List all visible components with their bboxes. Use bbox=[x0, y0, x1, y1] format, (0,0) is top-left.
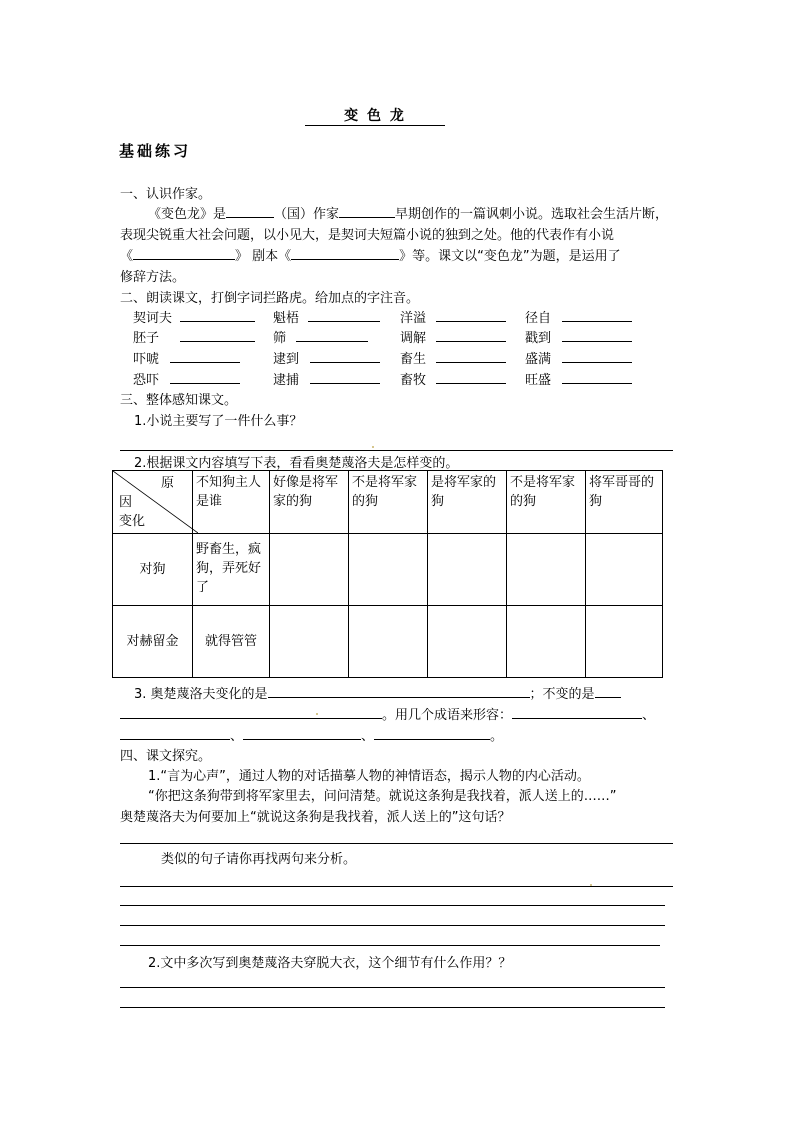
blank-unchanged[interactable] bbox=[595, 685, 621, 698]
blank-novel[interactable] bbox=[133, 247, 235, 260]
word-吓唬: 吓唬 bbox=[133, 352, 160, 367]
part1-line3 bbox=[120, 245, 621, 264]
part3-heading: 三、整体感知课文。 bbox=[120, 393, 238, 408]
table-cell-empty[interactable] bbox=[270, 534, 349, 606]
part2-heading: 二、朗读课文，打倒字词拦路虎。给加点的字注音。 bbox=[120, 291, 420, 306]
word-盛满: 盛满 bbox=[525, 352, 552, 367]
table-header: 不知狗主人是谁 bbox=[193, 471, 270, 534]
word-逮到: 逮到 bbox=[273, 352, 300, 367]
word-筛: 筛 bbox=[273, 331, 287, 346]
part4-quote: “你把这条狗带到将军家里去，问问清楚。就说这条狗是我找着，派人送上的……” bbox=[148, 789, 617, 804]
part1-heading: 一、认识作家。 bbox=[120, 187, 212, 202]
answer-line[interactable] bbox=[120, 843, 673, 844]
change-table bbox=[112, 470, 663, 678]
part1-text-f: 》等。课文以“变色龙”为题，是运用了 bbox=[399, 249, 621, 264]
part4-question-2: 2.文中多次写到奥楚蔑洛夫穿脱大衣，这个细节有什么作用？？ bbox=[148, 956, 512, 971]
word-径自: 径自 bbox=[525, 311, 552, 326]
blank-idiom[interactable] bbox=[120, 727, 230, 740]
part4-similar: 类似的句子请你再找两句来分析。 bbox=[161, 852, 357, 867]
table-cell: 就得管管 bbox=[193, 606, 270, 678]
word-魁梧: 魁梧 bbox=[273, 311, 300, 326]
blank-changed[interactable] bbox=[268, 685, 530, 698]
table-header: 将军哥哥的狗 bbox=[586, 471, 663, 534]
blank-word[interactable] bbox=[436, 383, 506, 384]
stray-mark bbox=[372, 446, 374, 448]
table-cell-empty[interactable] bbox=[586, 606, 663, 678]
part4-question-1: 1.“言为心声”，通过人物的对话描摹人物的神情语态，揭示人物的内心活动。 bbox=[148, 769, 590, 784]
corner-label-bottom: 变化 bbox=[119, 514, 146, 529]
word-恐吓: 恐吓 bbox=[133, 373, 160, 388]
q3-text-b: ；不变的是 bbox=[529, 687, 595, 702]
word-畜牧: 畜牧 bbox=[400, 373, 427, 388]
answer-line[interactable] bbox=[120, 987, 665, 988]
blank-play[interactable] bbox=[291, 247, 399, 260]
q3-sep: 、 bbox=[230, 729, 244, 744]
page-title: 变 色 龙 bbox=[305, 108, 445, 126]
part4-ask: 奥楚蔑洛夫为何要加上“就说这条狗是我找着，派人送上的”这句话？ bbox=[120, 810, 511, 825]
table-header: 不是将军家的狗 bbox=[349, 471, 428, 534]
blank-word[interactable] bbox=[562, 321, 632, 322]
table-header: 不是将军家的狗 bbox=[507, 471, 586, 534]
word-洋溢: 洋溢 bbox=[400, 311, 427, 326]
part3-question-3-cont2 bbox=[120, 725, 503, 744]
q3-sep: 、 bbox=[361, 729, 375, 744]
blank-author[interactable] bbox=[339, 205, 395, 218]
q3-end: 。 bbox=[490, 729, 504, 744]
word-戳到: 戳到 bbox=[525, 331, 552, 346]
blank-word[interactable] bbox=[562, 341, 632, 342]
answer-line[interactable] bbox=[120, 1007, 665, 1008]
blank-idiom[interactable] bbox=[512, 706, 642, 719]
table-cell-empty[interactable] bbox=[507, 606, 586, 678]
blank-word[interactable] bbox=[180, 341, 255, 342]
part3-question-3-cont bbox=[120, 704, 655, 723]
word-畜生: 畜生 bbox=[400, 352, 427, 367]
stray-mark bbox=[316, 713, 318, 715]
table-corner-cell bbox=[113, 471, 193, 534]
blank-idiom[interactable] bbox=[243, 727, 361, 740]
blank-word[interactable] bbox=[296, 341, 368, 342]
blank-word[interactable] bbox=[562, 362, 632, 363]
blank-word[interactable] bbox=[436, 362, 506, 363]
word-契诃夫: 契诃夫 bbox=[133, 311, 173, 326]
blank-word[interactable] bbox=[436, 341, 506, 342]
stray-mark bbox=[590, 884, 592, 886]
blank-unchanged-cont[interactable] bbox=[120, 706, 382, 719]
blank-word[interactable] bbox=[170, 383, 240, 384]
q3-sep: 、 bbox=[642, 708, 656, 723]
blank-word[interactable] bbox=[562, 383, 632, 384]
part1-text-a: 《变色龙》是 bbox=[148, 207, 227, 222]
row-label-hryukin: 对赫留金 bbox=[113, 606, 193, 678]
table-cell-empty[interactable] bbox=[349, 534, 428, 606]
blank-word[interactable] bbox=[180, 321, 255, 322]
blank-word[interactable] bbox=[310, 362, 380, 363]
blank-country[interactable] bbox=[226, 205, 274, 218]
table-cell-empty[interactable] bbox=[507, 534, 586, 606]
part1-line1 bbox=[148, 203, 668, 222]
part1-text-e: 》 剧本《 bbox=[235, 249, 292, 264]
table-cell-empty[interactable] bbox=[270, 606, 349, 678]
table-cell-empty[interactable] bbox=[428, 534, 507, 606]
part1-text-d: 《 bbox=[120, 249, 134, 264]
row-label-dog: 对狗 bbox=[113, 534, 193, 606]
corner-label-top: 原 bbox=[161, 476, 175, 491]
part3-question-2: 2.根据课文内容填写下表，看看奥楚蔑洛夫是怎样变的。 bbox=[134, 456, 459, 471]
part1-text-c: 早期创作的一篇讽刺小说。选取社会生活片断， bbox=[395, 207, 669, 222]
section-heading-basic: 基础练习 bbox=[119, 142, 192, 160]
blank-word[interactable] bbox=[170, 362, 240, 363]
blank-idiom[interactable] bbox=[374, 727, 490, 740]
blank-word[interactable] bbox=[308, 321, 380, 322]
word-调解: 调解 bbox=[400, 331, 427, 346]
answer-line[interactable] bbox=[120, 886, 673, 887]
answer-line[interactable] bbox=[120, 925, 665, 926]
q3-text-c: 。用几个成语来形容： bbox=[382, 708, 513, 723]
part1-text-b: （国）作家 bbox=[274, 207, 340, 222]
corner-label-mid: 因 bbox=[119, 495, 133, 510]
word-逮捕: 逮捕 bbox=[273, 373, 300, 388]
table-cell-empty[interactable] bbox=[428, 606, 507, 678]
table-header: 好像是将军家的狗 bbox=[270, 471, 349, 534]
blank-word[interactable] bbox=[310, 383, 380, 384]
part1-line2: 表现尖锐重大社会问题，以小见大，是契诃夫短篇小说的独到之处。他的代表作有小说 bbox=[120, 228, 615, 243]
word-旺盛: 旺盛 bbox=[525, 373, 552, 388]
answer-line[interactable] bbox=[120, 945, 660, 946]
table-cell-empty[interactable] bbox=[586, 534, 663, 606]
part4-heading: 四、课文探究。 bbox=[120, 749, 212, 764]
answer-line[interactable] bbox=[120, 905, 665, 906]
part3-question-3 bbox=[134, 683, 621, 702]
q3-text-a: 3. 奥楚蔑洛夫变化的是 bbox=[134, 687, 268, 702]
blank-word[interactable] bbox=[436, 321, 506, 322]
table-cell: 野畜生，疯狗，弄死好了 bbox=[193, 534, 270, 606]
part1-line4: 修辞方法。 bbox=[120, 270, 186, 285]
part3-question-1: 1.小说主要写了一件什么事？ bbox=[134, 414, 303, 429]
table-header: 是将军家的狗 bbox=[428, 471, 507, 534]
word-胚子: 胚子 bbox=[133, 331, 160, 346]
answer-line[interactable] bbox=[120, 450, 673, 451]
table-cell-empty[interactable] bbox=[349, 606, 428, 678]
